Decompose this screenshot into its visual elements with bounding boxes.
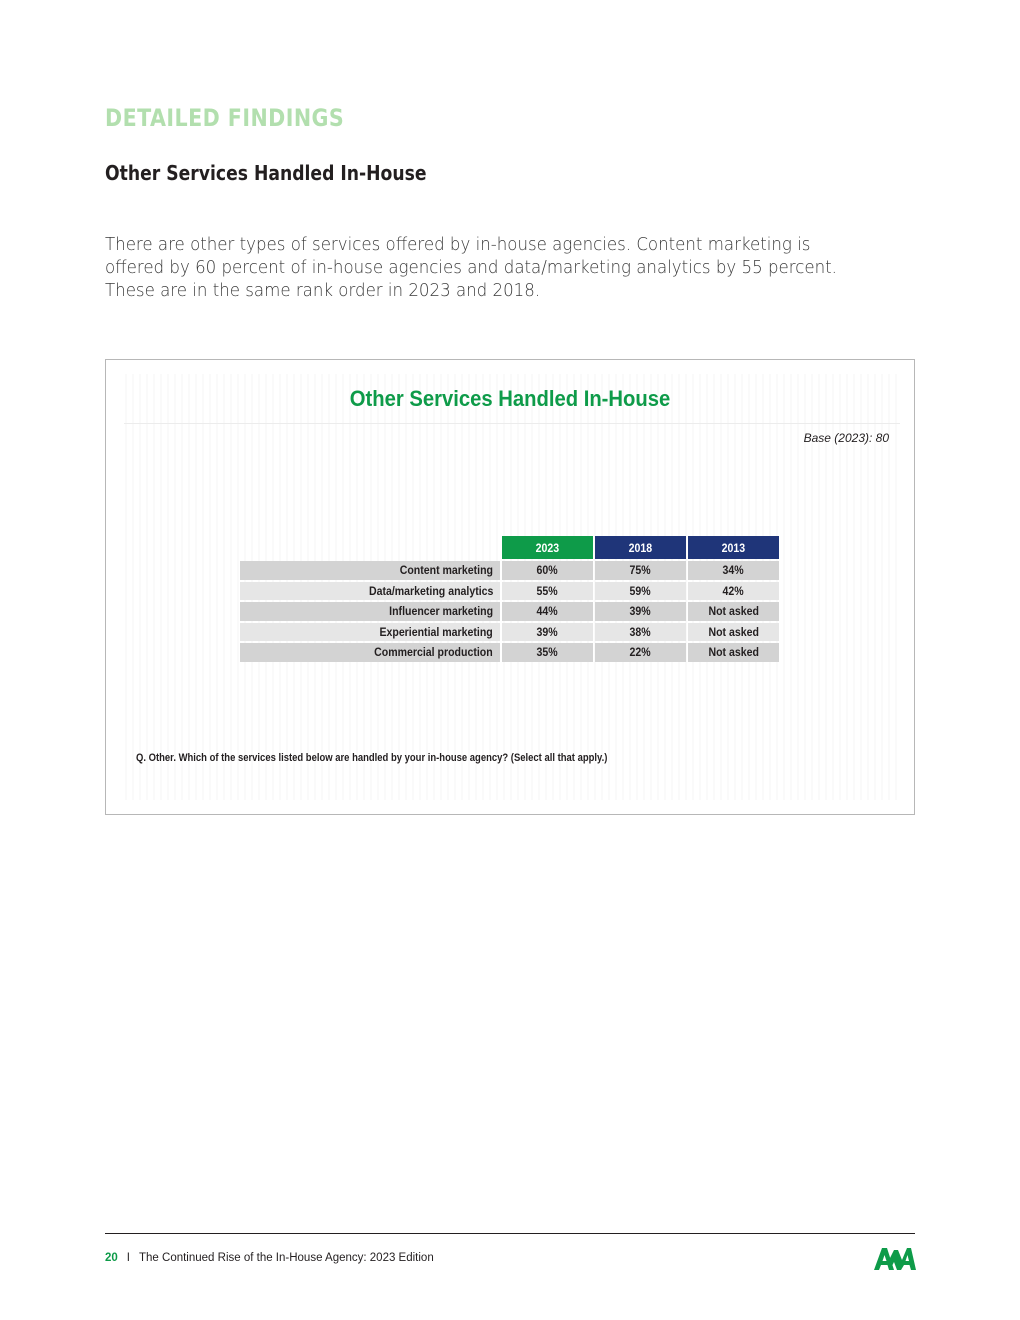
section-heading: DETAILED FINDINGS: [105, 104, 345, 132]
cell-2013: Not asked: [688, 602, 779, 621]
cell-2018: 22%: [595, 643, 686, 662]
base-note: Base (2023): 80: [803, 431, 889, 445]
row-label: Influencer marketing: [240, 602, 500, 621]
cell-2018: 39%: [595, 602, 686, 621]
column-header-2018: 2018: [595, 536, 686, 559]
page-footer: [105, 1252, 434, 1264]
cell-2018: 38%: [595, 623, 686, 642]
footer-separator: I: [126, 1252, 130, 1264]
row-label: Content marketing: [240, 561, 500, 580]
cell-2018: 75%: [595, 561, 686, 580]
ana-logo: [874, 1244, 916, 1272]
cell-2023: 55%: [502, 582, 593, 601]
table-row: [240, 582, 779, 601]
cell-2013: 34%: [688, 561, 779, 580]
services-table: [238, 534, 781, 664]
row-label: Experiential marketing: [240, 623, 500, 642]
cell-2023: 44%: [502, 602, 593, 621]
figure-box: [105, 359, 915, 815]
cell-2013: Not asked: [688, 643, 779, 662]
survey-question-note: Q. Other. Which of the services listed below are handled by your in-house agency? (Select all that apply.): [136, 752, 608, 764]
footer-divider: [105, 1233, 915, 1234]
table-header-row: [240, 536, 779, 559]
cell-2023: 39%: [502, 623, 593, 642]
row-label: Data/marketing analytics: [240, 582, 500, 601]
cell-2023: 60%: [502, 561, 593, 580]
footer-title: The Continued Rise of the In-House Agency: 2023 Edition: [139, 1252, 434, 1264]
column-header-2013: 2013: [688, 536, 779, 559]
sub-heading: Other Services Handled In-House: [105, 161, 427, 185]
cell-2013: 42%: [688, 582, 779, 601]
table-row: [240, 602, 779, 621]
table-header-blank: [240, 536, 500, 559]
cell-2018: 59%: [595, 582, 686, 601]
body-paragraph: There are other types of services offered by in-house agencies. Content marketing is offered by 60 percent of in-house agencies and data/marketing analytics by 55 percent. These are in the same rank order in 2023 and 2018.: [105, 235, 837, 301]
table-row: [240, 643, 779, 662]
figure-title-divider: [124, 423, 900, 424]
row-label: Commercial production: [240, 643, 500, 662]
figure-title: Other Services Handled In-House: [349, 386, 671, 411]
table-row: [240, 623, 779, 642]
cell-2013: Not asked: [688, 623, 779, 642]
column-header-2023: 2023: [502, 536, 593, 559]
page-number: 20: [105, 1252, 118, 1264]
table-row: [240, 561, 779, 580]
cell-2023: 35%: [502, 643, 593, 662]
